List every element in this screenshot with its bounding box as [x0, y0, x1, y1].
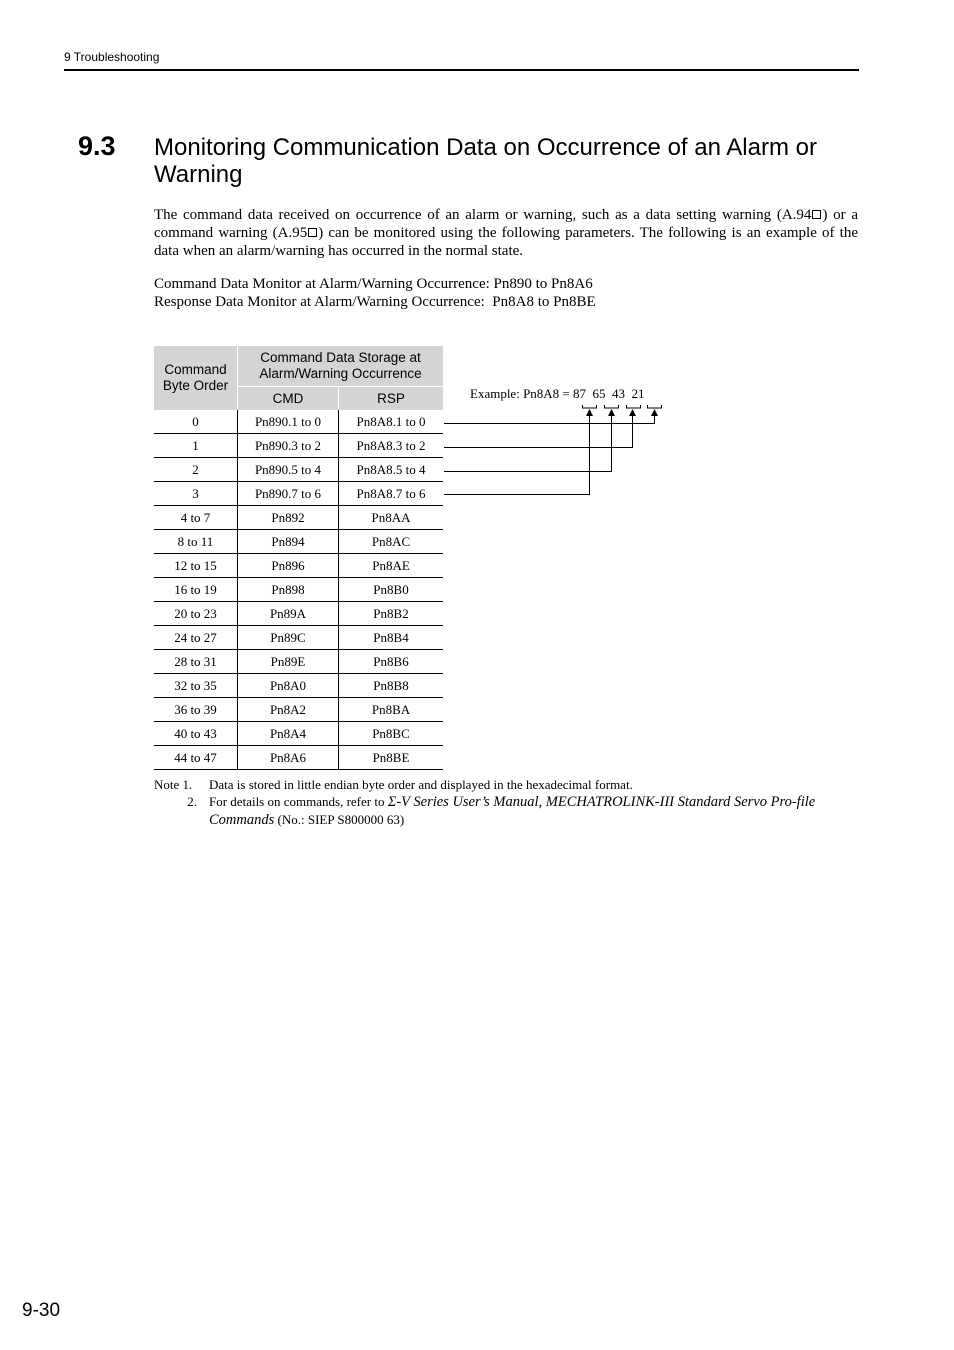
manual-title: Σ-V Series User’s Manual, MECHATROLINK-III Standard Servo Pro-file Commands: [209, 794, 816, 828]
cmd-cell: Pn894: [238, 530, 339, 554]
byte-order-cell: 44 to 47: [154, 746, 238, 770]
byte-order-cell: 32 to 35: [154, 674, 238, 698]
cmd-cell: Pn8A4: [238, 722, 339, 746]
cmd-cell: Pn892: [238, 506, 339, 530]
rsp-cell: Pn8A8.5 to 4: [339, 458, 444, 482]
cmd-cell: Pn890.7 to 6: [238, 482, 339, 506]
rsp-cell: Pn8B6: [339, 650, 444, 674]
cmd-cell: Pn890.5 to 4: [238, 458, 339, 482]
byte-order-cell: 2: [154, 458, 238, 482]
byte-order-cell: 40 to 43: [154, 722, 238, 746]
example-label: Example: Pn8A8 = 87 65 43 21: [470, 386, 645, 401]
rsp-cell: Pn8AC: [339, 530, 444, 554]
header-byte-order: Command Byte Order: [154, 346, 238, 410]
intro-part-1: The command data received on occurrence of an alarm or warning, such as a data setting warning (A.94: [154, 207, 812, 223]
command-monitor-line: Command Data Monitor at Alarm/Warning Occurrence: Pn890 to Pn8A6: [154, 276, 593, 292]
cmd-cell: Pn8A6: [238, 746, 339, 770]
rsp-cell: Pn8A8.7 to 6: [339, 482, 444, 506]
rsp-cell: Pn8AE: [339, 554, 444, 578]
byte-order-cell: 0: [154, 410, 238, 434]
byte-order-cell: 3: [154, 482, 238, 506]
cmd-cell: Pn89A: [238, 602, 339, 626]
intro-part-3: ) can be monitored using the following parameters. The following is an example of the data when an alarm/warning has occurred in the normal state.: [154, 225, 858, 259]
rsp-cell: Pn8BC: [339, 722, 444, 746]
section-title: Monitoring Communication Data on Occurrence of an Alarm or Warning: [154, 134, 817, 188]
byte-order-cell: 16 to 19: [154, 578, 238, 602]
byte-order-cell: 24 to 27: [154, 626, 238, 650]
rsp-cell: Pn8B8: [339, 674, 444, 698]
cmd-cell: Pn8A0: [238, 674, 339, 698]
note-1: Note 1. Data is stored in little endian byte order and displayed in the hexadecimal format.: [154, 777, 633, 792]
header-storage: Command Data Storage at Alarm/Warning Occurrence: [238, 346, 444, 387]
byte-order-cell: 4 to 7: [154, 506, 238, 530]
byte-order-cell: 8 to 11: [154, 530, 238, 554]
section-number: 9.3: [78, 131, 116, 161]
byte-order-cell: 36 to 39: [154, 698, 238, 722]
rsp-cell: Pn8BA: [339, 698, 444, 722]
note-2: 2. For details on commands, refer to Σ-V Series User’s Manual, MECHATROLINK-III Standard Servo Pro-file Commands (No.: SIEP S800000 63): [187, 794, 816, 828]
response-monitor-line: Response Data Monitor at Alarm/Warning Occurrence: Pn8A8 to Pn8BE: [154, 294, 596, 310]
header-cmd: CMD: [238, 387, 339, 411]
running-header: 9 Troubleshooting: [64, 50, 160, 64]
byte-order-cell: 12 to 15: [154, 554, 238, 578]
rsp-cell: Pn8B2: [339, 602, 444, 626]
intro-part-2: ) or a command warning (A.95: [154, 207, 858, 241]
byte-order-cell: 28 to 31: [154, 650, 238, 674]
rsp-cell: Pn8A8.3 to 2: [339, 434, 444, 458]
rsp-cell: Pn8AA: [339, 506, 444, 530]
cmd-cell: Pn890.3 to 2: [238, 434, 339, 458]
header-rsp: RSP: [339, 387, 444, 411]
cmd-cell: Pn898: [238, 578, 339, 602]
rsp-cell: Pn8BE: [339, 746, 444, 770]
cmd-cell: Pn89E: [238, 650, 339, 674]
rsp-cell: Pn8A8.1 to 0: [339, 410, 444, 434]
byte-order-cell: 1: [154, 434, 238, 458]
rsp-cell: Pn8B4: [339, 626, 444, 650]
cmd-cell: Pn89C: [238, 626, 339, 650]
page-number: 9-30: [22, 1300, 61, 1321]
cmd-cell: Pn8A2: [238, 698, 339, 722]
notes: [154, 776, 858, 829]
rsp-cell: Pn8B0: [339, 578, 444, 602]
cmd-cell: Pn896: [238, 554, 339, 578]
cmd-cell: Pn890.1 to 0: [238, 410, 339, 434]
byte-order-cell: 20 to 23: [154, 602, 238, 626]
